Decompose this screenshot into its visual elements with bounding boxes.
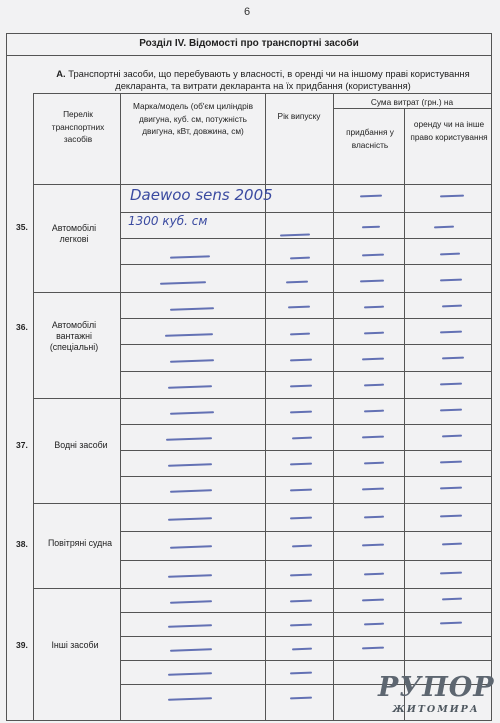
handwritten-volume: 1300 куб. см: [128, 214, 208, 228]
watermark-title: РУПОР: [378, 672, 495, 703]
subrow-line: [120, 612, 492, 613]
subsection-caption: [48, 68, 478, 92]
group-separator-37: [33, 398, 492, 399]
watermark-subtitle: ЖИТОМИРА: [392, 704, 480, 715]
page-number: 6: [244, 6, 251, 18]
group-separator-39: [33, 588, 492, 589]
row-label-35: Автомобілі легкові: [51, 223, 97, 244]
subrow-line: [120, 531, 492, 532]
row-number-36: 36.: [16, 322, 28, 332]
subrow-line: [120, 344, 492, 345]
row-number-39: 39.: [16, 640, 28, 650]
header-brand: Марка/модель (об'єм циліндрів двигуна, куб. см, потужність двигуна, кВт, довжина, см): [132, 101, 254, 136]
col-divider-4: [404, 108, 405, 721]
subrow-line: [120, 636, 492, 637]
subrow-line: [120, 450, 492, 451]
subrow-line: [120, 264, 492, 265]
row-label-38: Повітряні судна: [47, 538, 113, 548]
subrow-line: [120, 238, 492, 239]
group-separator-36: [33, 292, 492, 293]
row-number-38: 38.: [16, 539, 28, 549]
subrow-line: [120, 371, 492, 372]
subrow-line: [120, 318, 492, 319]
title-divider: [6, 55, 492, 56]
row-number-37: 37.: [16, 440, 28, 450]
rupor-watermark-logo: [378, 672, 494, 720]
header-year: Рік випуску: [277, 111, 321, 121]
section-title: Розділ IV. Відомості про транспортні засоби: [139, 38, 359, 49]
row-label-37: Водні засоби: [54, 440, 108, 450]
table-left-border: [33, 93, 34, 721]
subsection-text: Транспортні засоби, що перебувають у власності, в оренді чи на іншому праві користування декларанта, та витрати декларанта на їх придбання (користування): [68, 68, 470, 91]
header-rent: оренду чи на інше право користування: [410, 119, 488, 142]
handwritten-model: Daewoo sens 2005: [130, 186, 273, 204]
subsection-letter: А.: [56, 68, 66, 79]
subrow-line: [120, 424, 492, 425]
header-bottom-line: [33, 184, 492, 185]
group-separator-38: [33, 503, 492, 504]
subrow-line: [120, 476, 492, 477]
subrow-line: [120, 560, 492, 561]
row-label-36: Автомобілі вантажні (спеціальні): [49, 320, 99, 352]
subrow-line: [120, 660, 492, 661]
subrow-line: [120, 212, 492, 213]
col-divider-3: [333, 93, 334, 721]
header-ownership: придбання у власність: [346, 127, 394, 150]
header-list: Перелік транспортних засобів: [51, 109, 105, 144]
header-expenses: Сума витрат (грн.) на: [370, 97, 454, 107]
row-label-39: Інші засоби: [51, 640, 99, 650]
table-top-line: [33, 93, 492, 94]
col-divider-1: [120, 93, 121, 721]
row-number-35: 35.: [16, 222, 28, 232]
